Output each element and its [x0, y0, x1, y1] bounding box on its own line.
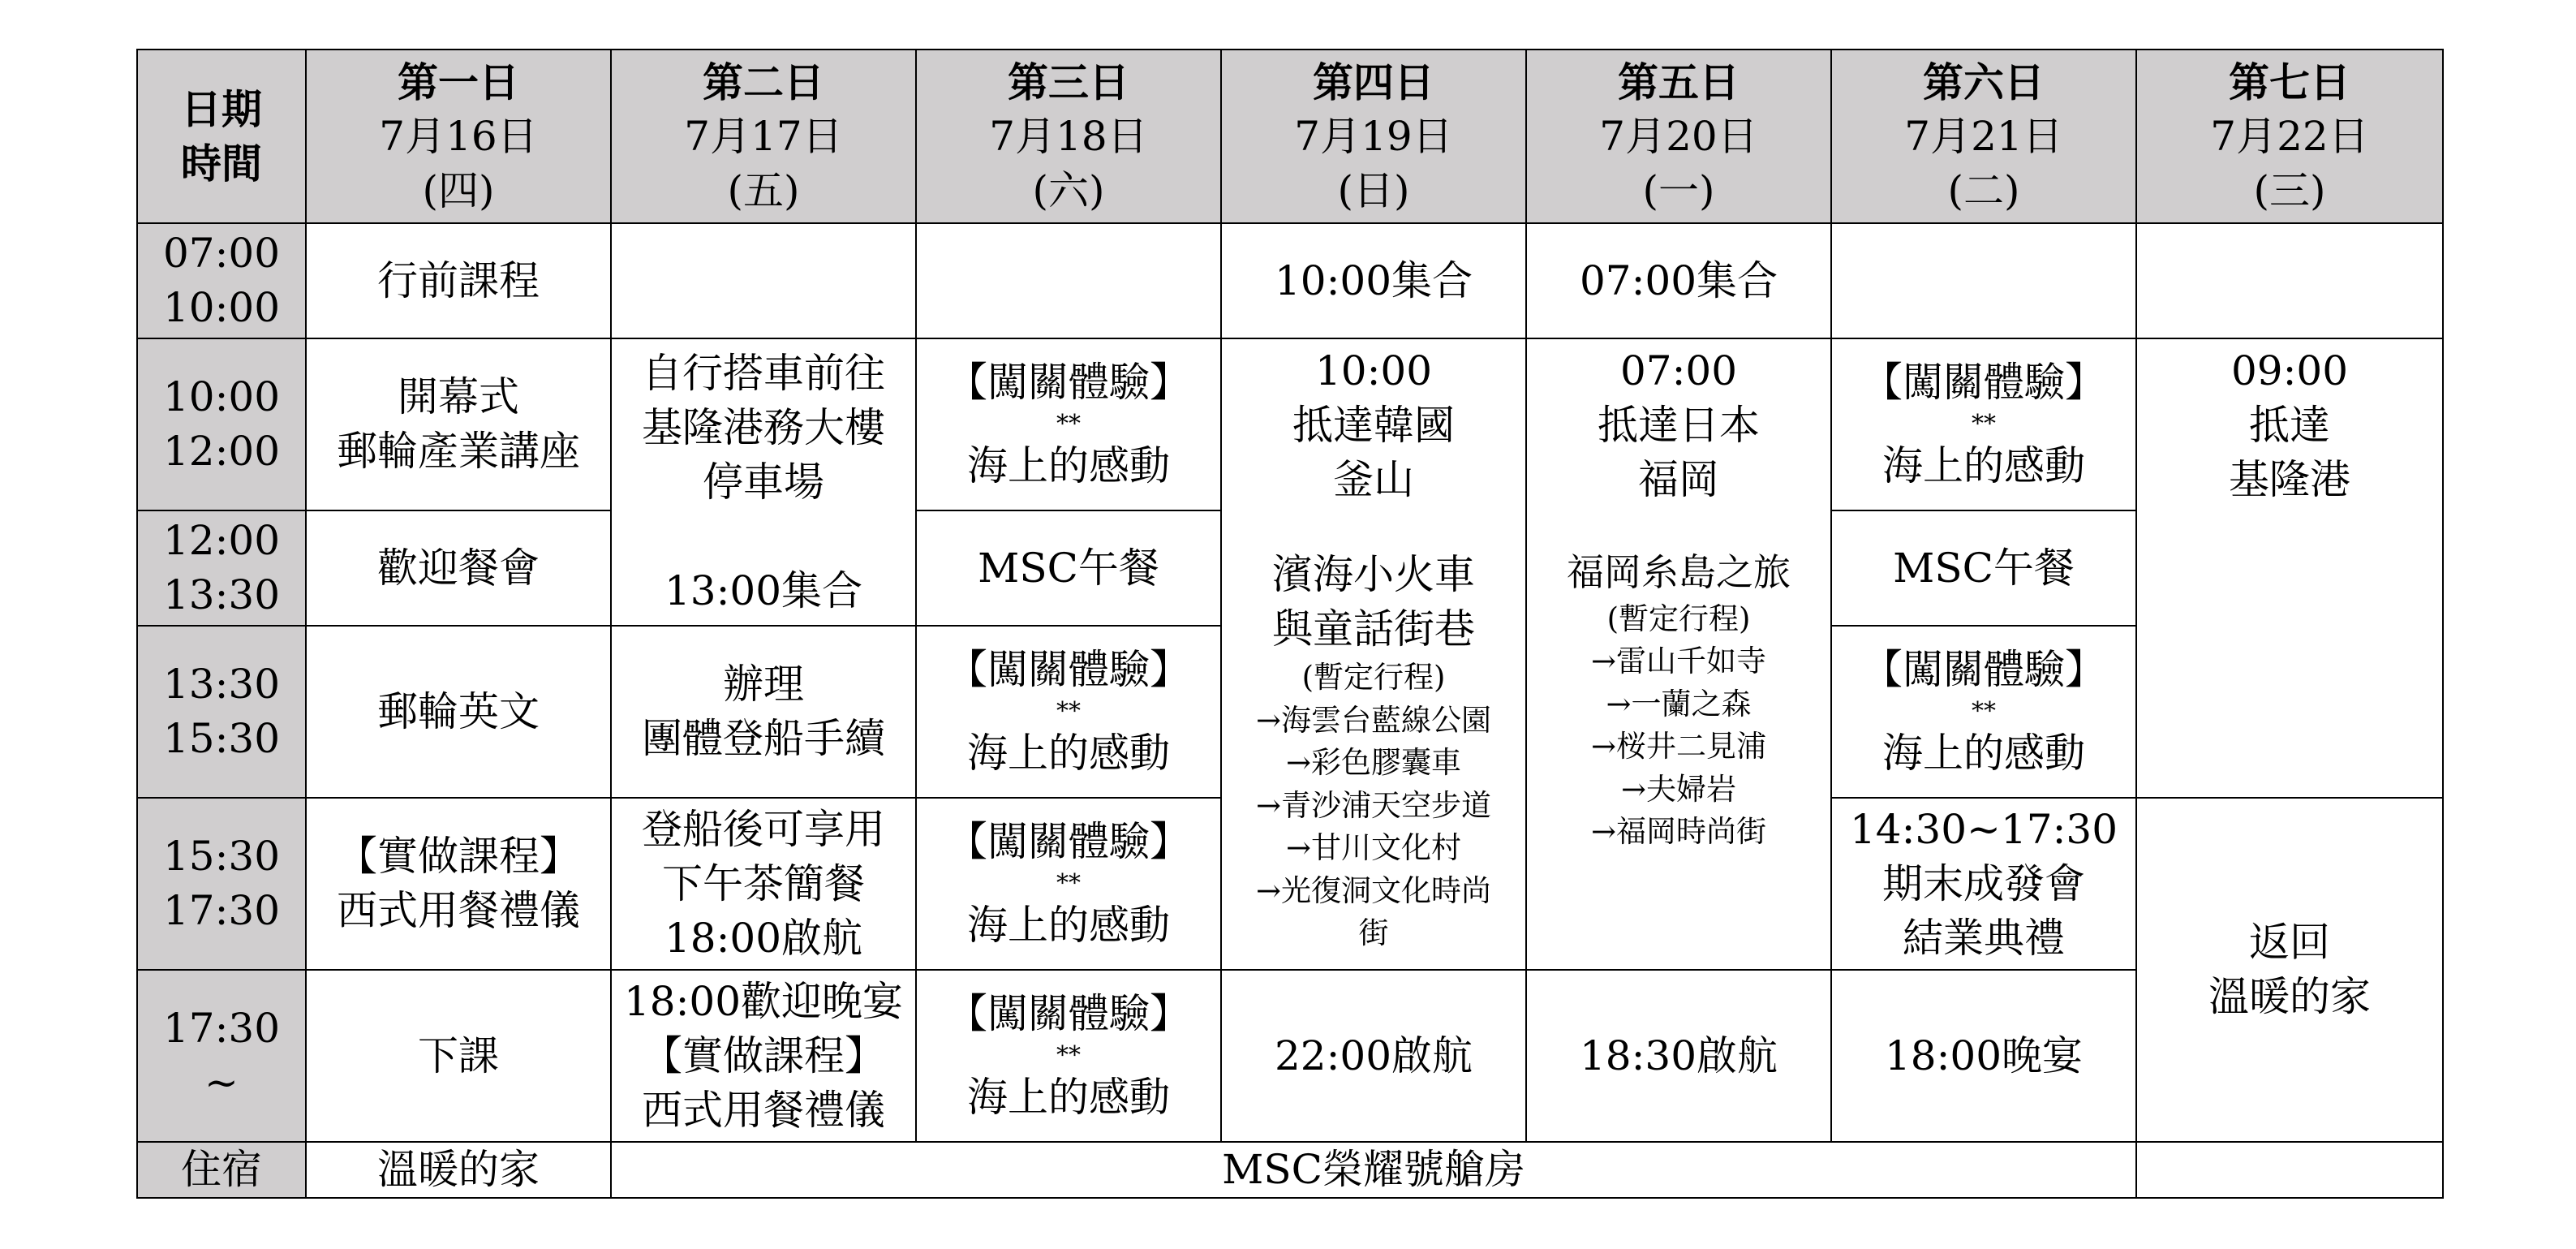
day3-activity-2: [916, 626, 1221, 798]
spacer: [615, 510, 912, 564]
day4-departure: 22:00啟航: [1221, 970, 1526, 1142]
cell-line: 結業典禮: [1903, 914, 2065, 962]
day3-activity-4: [916, 970, 1221, 1142]
day5-fukuoka: [1526, 338, 1831, 970]
day1-welcome-lunch: 歡迎餐會: [306, 510, 611, 626]
arrive-time: 09:00: [2230, 347, 2349, 394]
activity-subtitle: 海上的感動: [967, 902, 1170, 949]
day-weekday: (四): [422, 166, 495, 214]
day2-boarding: [611, 626, 916, 798]
day-header-5: [1526, 50, 1831, 223]
activity-title: 【闖關體驗】: [1862, 359, 2105, 406]
tour-item: →青沙浦天空步道: [1255, 787, 1491, 823]
lodging-day1: 溫暖的家: [306, 1142, 611, 1198]
day6-graduation: [1831, 798, 2136, 970]
time-start: 10:00: [162, 373, 281, 420]
arrive-place: 抵達韓國: [1292, 402, 1455, 449]
day3-lunch: MSC午餐: [916, 510, 1221, 626]
cruise-industry-lecture: 郵輪產業講座: [337, 428, 580, 475]
tour-item: →光復洞文化時尚: [1255, 872, 1491, 908]
day2-afternoon-tea: [611, 798, 916, 970]
tour-title: 濱海小火車: [1272, 551, 1475, 598]
day5-departure: 18:30啟航: [1526, 970, 1831, 1142]
cell-line: 登船後可享用: [642, 805, 885, 853]
time-end: 13:30: [162, 571, 281, 618]
arrive-city: 釜山: [1333, 456, 1414, 503]
activity-title: 【闖關體驗】: [947, 359, 1190, 406]
day-date: 7月17日: [684, 112, 843, 160]
activity-stars: **: [1056, 869, 1081, 898]
tour-item: →雷山千如寺: [1590, 644, 1766, 679]
day-header-6: [1831, 50, 2136, 223]
spacer: [1225, 507, 1522, 548]
day-weekday: (二): [1947, 166, 2020, 214]
time-start: 17:30: [162, 1005, 281, 1052]
schedule-table: [136, 49, 2444, 1199]
day-date: 7月21日: [1904, 112, 2063, 160]
day2-empty-slot: [611, 223, 916, 338]
day7-empty-slot: [2136, 223, 2443, 338]
cell-line: 【實做課程】: [642, 1032, 885, 1079]
day6-lunch: MSC午餐: [1831, 510, 2136, 626]
day2-travel-to-port: [611, 338, 916, 626]
time-row-2: [137, 338, 2443, 510]
lodging-row: [137, 1142, 2443, 1198]
day-name: 第六日: [1923, 58, 2045, 106]
tour-item: →一蘭之森: [1606, 686, 1752, 721]
day-header-7: [2136, 50, 2443, 223]
cell-line: 西式用餐禮儀: [642, 1086, 885, 1134]
cell-line: 基隆港務大樓: [642, 403, 885, 451]
activity-title: 【闖關體驗】: [947, 818, 1190, 865]
arrive-place: 抵達日本: [1598, 402, 1760, 449]
time-row-6: [137, 970, 2443, 1142]
time-end: 10:00: [162, 284, 281, 331]
time-row-1: [137, 223, 2443, 338]
day5-assembly: 07:00集合: [1526, 223, 1831, 338]
cell-line: 18:00啟航: [664, 914, 863, 962]
day4-assembly: 10:00集合: [1221, 223, 1526, 338]
day2-welcome-dinner: [611, 970, 916, 1142]
corner-label-date: 日期: [181, 85, 262, 133]
day-date: 7月16日: [379, 112, 538, 160]
activity-subtitle: 海上的感動: [967, 442, 1170, 489]
day-date: 7月19日: [1294, 112, 1453, 160]
tour-note: (暫定行程): [1606, 601, 1751, 636]
time-slot-4: [137, 626, 306, 798]
day-date: 7月20日: [1599, 112, 1758, 160]
cell-line: 下午茶簡餐: [662, 859, 865, 907]
day1-dismissal: 下課: [306, 970, 611, 1142]
time-start: 15:30: [162, 833, 281, 880]
time-end: 15:30: [162, 715, 281, 762]
opening-ceremony: 開幕式: [398, 373, 519, 420]
activity-stars: **: [1056, 410, 1081, 438]
day1-opening: [306, 338, 611, 510]
time-start: 12:00: [162, 517, 281, 564]
cell-line: 溫暖的家: [2208, 973, 2371, 1020]
time-end: 12:00: [162, 428, 281, 475]
cell-line: 團體登船手續: [642, 715, 885, 762]
tour-note: (暫定行程): [1301, 660, 1446, 695]
corner-label-time: 時間: [181, 140, 262, 187]
cell-line: 停車場: [703, 458, 824, 506]
day3-activity-3: [916, 798, 1221, 970]
day-weekday: (五): [727, 166, 800, 214]
cell-line: 返回: [2249, 919, 2330, 966]
time-slot-3: [137, 510, 306, 626]
cell-line: 【實做課程】: [337, 833, 580, 880]
day-name: 第二日: [703, 58, 824, 106]
day-header-1: [306, 50, 611, 223]
cell-line: 期末成發會: [1882, 859, 2085, 907]
day-header-2: [611, 50, 916, 223]
spacer: [1530, 507, 1827, 548]
tour-item: →甘川文化村: [1285, 830, 1461, 866]
tour-item: →福岡時尚街: [1590, 814, 1766, 850]
day-date: 7月22日: [2210, 112, 2369, 160]
tour-item: →彩色膠囊車: [1285, 745, 1461, 781]
day-weekday: (三): [2253, 166, 2326, 214]
arrive-place: 抵達: [2249, 402, 2330, 449]
tour-item: →海雲台藍線公園: [1255, 702, 1491, 738]
cell-line: 辦理: [723, 661, 804, 708]
activity-stars: **: [1056, 1041, 1081, 1070]
day-weekday: (一): [1642, 166, 1715, 214]
time-end: 17:30: [162, 887, 281, 934]
day-date: 7月18日: [989, 112, 1148, 160]
lodging-label: 住宿: [137, 1142, 306, 1198]
tour-item: 街: [1358, 915, 1389, 951]
cell-line: 14:30~17:30: [1849, 805, 2118, 853]
tour-item: →夫婦岩: [1620, 771, 1736, 807]
activity-stars: **: [1056, 697, 1081, 726]
tour-item: →桜井二見浦: [1590, 729, 1766, 764]
day-header-3: [916, 50, 1221, 223]
cell-line: 自行搭車前往: [642, 349, 885, 397]
time-slot-2: [137, 338, 306, 510]
day-weekday: (六): [1032, 166, 1105, 214]
time-slot-1: [137, 223, 306, 338]
activity-title: 【闖關體驗】: [947, 646, 1190, 693]
day-name: 第五日: [1618, 58, 1740, 106]
activity-title: 【闖關體驗】: [947, 990, 1190, 1037]
day-weekday: (日): [1337, 166, 1410, 214]
activity-stars: **: [1972, 410, 1996, 438]
day4-busan: [1221, 338, 1526, 970]
day1-dining-etiquette: [306, 798, 611, 970]
day-name: 第三日: [1008, 58, 1129, 106]
day6-activity-2: [1831, 626, 2136, 798]
activity-subtitle: 海上的感動: [967, 730, 1170, 777]
arrive-time: 07:00: [1619, 347, 1738, 394]
cell-line: 18:00歡迎晚宴: [623, 977, 904, 1025]
day-header-4: [1221, 50, 1526, 223]
activity-subtitle: 海上的感動: [1882, 730, 2085, 777]
lodging-day7-empty: [2136, 1142, 2443, 1198]
arrive-time: 10:00: [1314, 347, 1433, 394]
day-name: 第一日: [398, 58, 519, 106]
time-start: 13:30: [162, 661, 281, 708]
activity-stars: **: [1972, 697, 1996, 726]
day7-return-home: [2136, 798, 2443, 1142]
day3-empty-slot: [916, 223, 1221, 338]
day1-cruise-english: 郵輪英文: [306, 626, 611, 798]
arrive-port: 基隆港: [2229, 456, 2350, 503]
tour-title: 福岡糸島之旅: [1567, 550, 1791, 594]
cell-line: 西式用餐禮儀: [337, 887, 580, 934]
tour-title: 與童話街巷: [1272, 605, 1475, 652]
time-start: 07:00: [162, 230, 281, 277]
activity-subtitle: 海上的感動: [1882, 442, 2085, 489]
arrive-city: 福岡: [1638, 456, 1719, 503]
day3-activity-1: [916, 338, 1221, 510]
day-name: 第七日: [2229, 58, 2350, 106]
time-slot-5: [137, 798, 306, 970]
day6-empty-slot: [1831, 223, 2136, 338]
activity-subtitle: 海上的感動: [967, 1074, 1170, 1121]
cell-line: 13:00集合: [664, 566, 863, 614]
day6-dinner: 18:00晚宴: [1831, 970, 2136, 1142]
time-end: ~: [204, 1059, 239, 1106]
corner-header: [137, 50, 306, 223]
activity-title: 【闖關體驗】: [1862, 646, 2105, 693]
day-name: 第四日: [1313, 58, 1434, 106]
day1-pre-course: 行前課程: [306, 223, 611, 338]
day6-activity-1: [1831, 338, 2136, 510]
header-row: [137, 50, 2443, 223]
day7-arrival: [2136, 338, 2443, 798]
lodging-ship-cabin: MSC榮耀號艙房: [611, 1142, 2136, 1198]
time-slot-6: [137, 970, 306, 1142]
